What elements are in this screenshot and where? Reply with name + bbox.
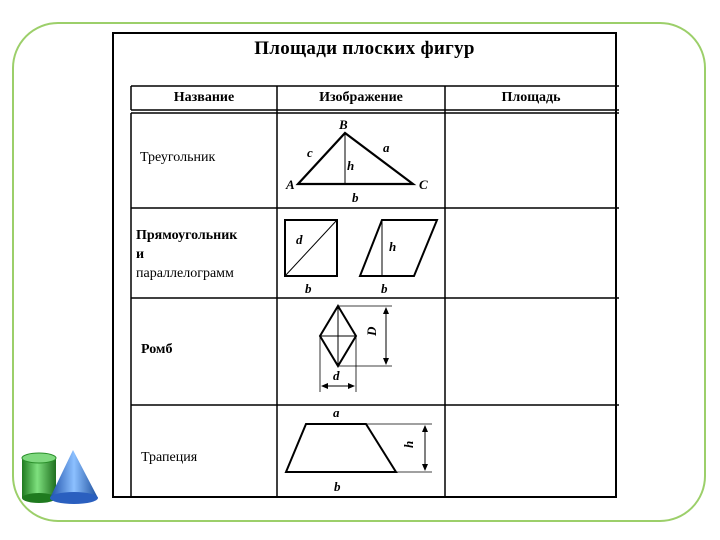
label-h: h <box>347 158 355 173</box>
label-D: D <box>364 326 379 336</box>
label-c: c <box>307 145 313 160</box>
label-A: A <box>286 177 295 192</box>
cone-icon <box>50 450 98 504</box>
header-area: Площадь <box>501 90 561 105</box>
row-name-line: и <box>136 247 145 262</box>
label-B: B <box>339 117 348 132</box>
row-name-trapezoid: Трапеция <box>141 450 198 465</box>
label-C: C <box>419 177 428 192</box>
label-d: d <box>296 232 303 247</box>
label-b: b <box>352 190 359 205</box>
row-name-rhombus: Ромб <box>141 342 173 357</box>
label-b: b <box>305 281 312 296</box>
label-h: h <box>401 440 416 448</box>
header-name: Название <box>173 90 235 105</box>
label-h: h <box>389 239 397 254</box>
label-d: d <box>333 368 340 383</box>
row-name-triangle: Треугольник <box>140 150 216 165</box>
row-name-line: параллелограмм <box>136 266 234 281</box>
row-name-line: Прямоугольник <box>136 228 238 243</box>
label-b: b <box>381 281 388 296</box>
label-b: b <box>334 479 341 494</box>
label-a: a <box>333 405 340 420</box>
page-title: Площади плоских фигур <box>254 38 475 59</box>
cylinder-icon <box>22 453 56 503</box>
label-a: a <box>383 140 390 155</box>
header-image: Изображение <box>319 90 403 105</box>
